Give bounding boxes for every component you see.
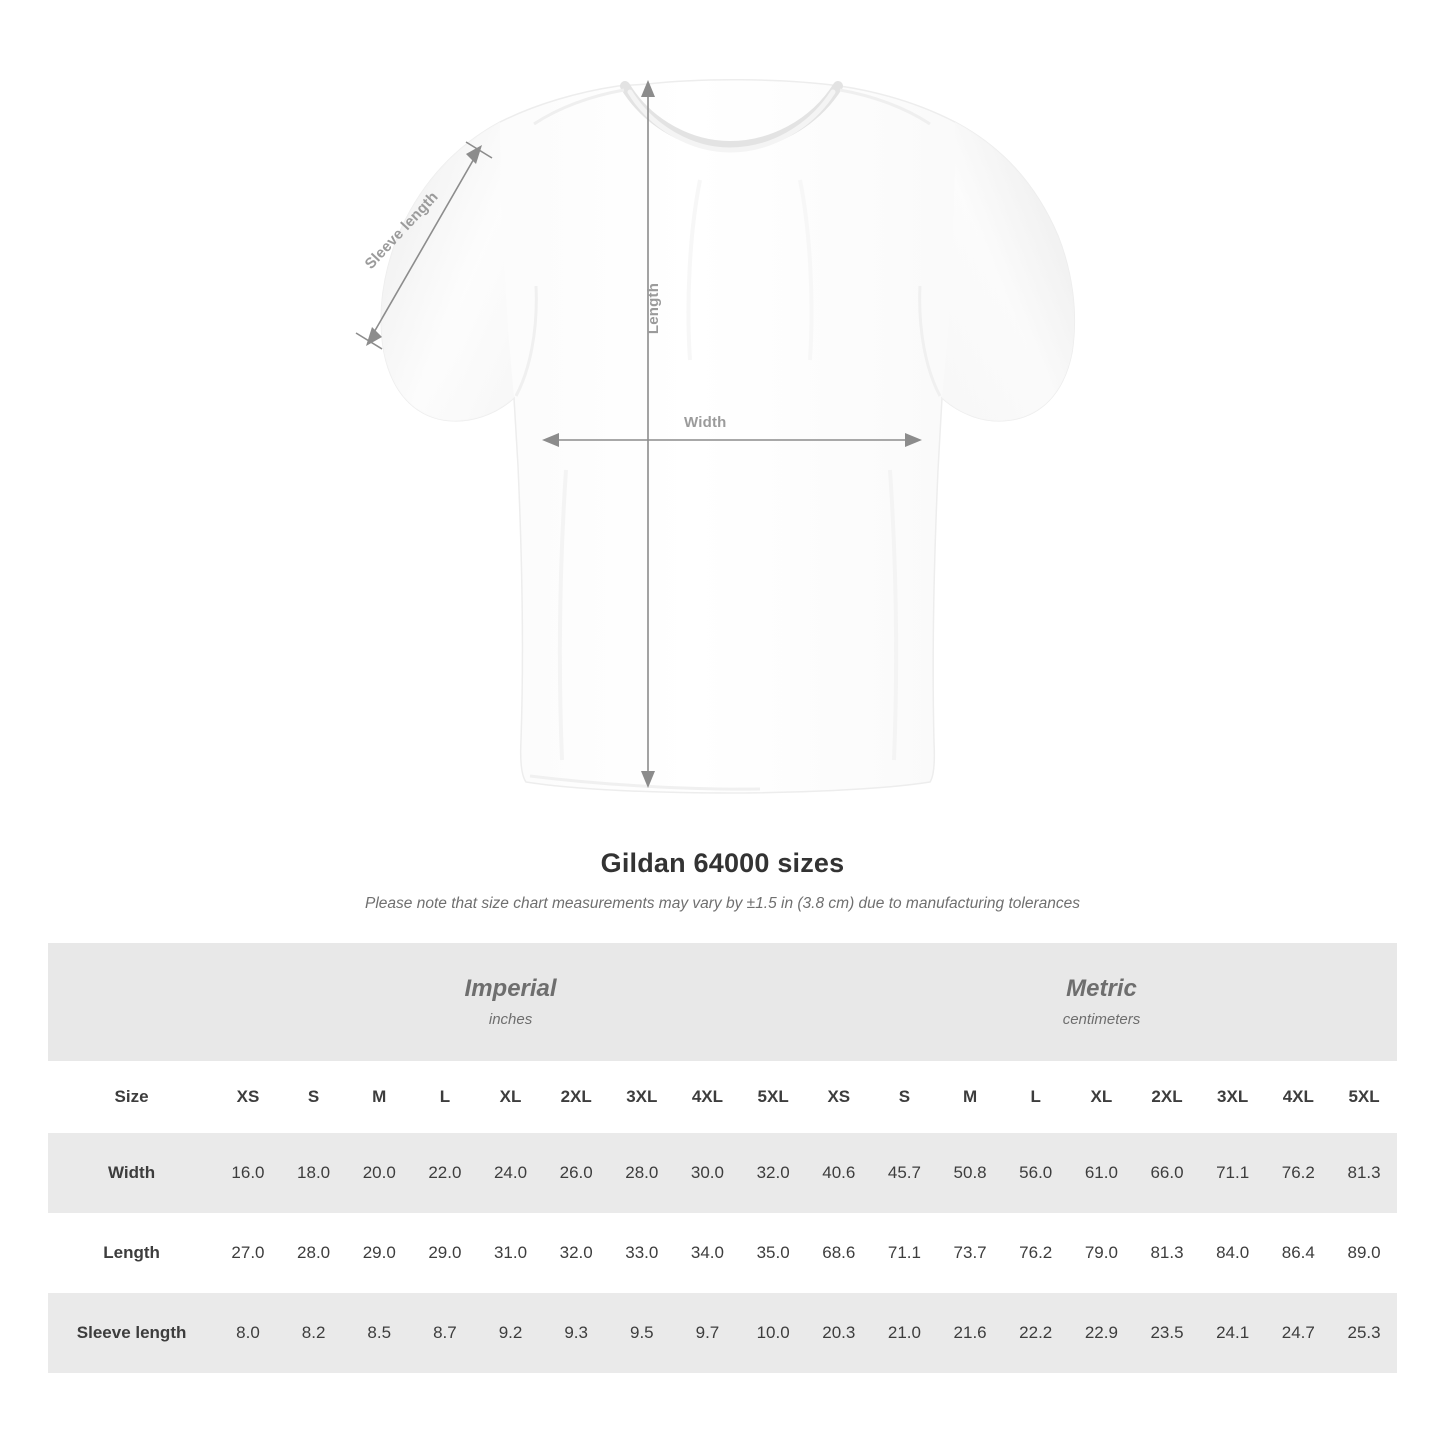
cell-sleeve-8: 10.0 [740, 1293, 806, 1373]
unit-header-row [48, 943, 1397, 1061]
size-col-11: M [937, 1061, 1003, 1133]
size-table-wrapper [48, 943, 1397, 1373]
size-col-12: L [1003, 1061, 1069, 1133]
cell-width-10: 45.7 [872, 1133, 938, 1213]
size-col-0: XS [215, 1061, 281, 1133]
size-col-4: XL [478, 1061, 544, 1133]
unit-group-imperial [215, 943, 806, 1061]
row-header-sleeve-length: Sleeve length [48, 1293, 215, 1373]
size-col-7: 4XL [675, 1061, 741, 1133]
cell-width-14: 66.0 [1134, 1133, 1200, 1213]
cell-sleeve-13: 22.9 [1069, 1293, 1135, 1373]
row-header-width: Width [48, 1133, 215, 1213]
cell-sleeve-15: 24.1 [1200, 1293, 1266, 1373]
cell-sleeve-5: 9.3 [543, 1293, 609, 1373]
size-header-row [48, 1061, 1397, 1133]
cell-length-11: 73.7 [937, 1213, 1003, 1293]
unit-group-metric-name: Metric [1066, 975, 1137, 1003]
cell-width-16: 76.2 [1265, 1133, 1331, 1213]
length-dimension-label: Length [645, 282, 663, 335]
cell-sleeve-0: 8.0 [215, 1293, 281, 1373]
cell-length-3: 29.0 [412, 1213, 478, 1293]
cell-width-9: 40.6 [806, 1133, 872, 1213]
tolerance-note: Please note that size chart measurements may vary by ±1.5 in (3.8 cm) due to manufacturing tolerances [365, 895, 1080, 912]
size-col-16: 4XL [1265, 1061, 1331, 1133]
cell-width-12: 56.0 [1003, 1133, 1069, 1213]
cell-sleeve-16: 24.7 [1265, 1293, 1331, 1373]
size-col-17: 5XL [1331, 1061, 1397, 1133]
cell-sleeve-11: 21.6 [937, 1293, 1003, 1373]
row-header-size: Size [48, 1061, 215, 1133]
cell-sleeve-6: 9.5 [609, 1293, 675, 1373]
cell-width-4: 24.0 [478, 1133, 544, 1213]
size-col-2: M [346, 1061, 412, 1133]
size-col-5: 2XL [543, 1061, 609, 1133]
cell-width-6: 28.0 [609, 1133, 675, 1213]
cell-width-2: 20.0 [346, 1133, 412, 1213]
cell-length-2: 29.0 [346, 1213, 412, 1293]
size-col-8: 5XL [740, 1061, 806, 1133]
unit-group-imperial-name: Imperial [464, 975, 557, 1003]
sleeve-length-dimension-label: Sleeve length [361, 188, 442, 273]
size-col-1: S [281, 1061, 347, 1133]
size-col-9: XS [806, 1061, 872, 1133]
cell-sleeve-3: 8.7 [412, 1293, 478, 1373]
cell-sleeve-9: 20.3 [806, 1293, 872, 1373]
size-col-10: S [872, 1061, 938, 1133]
cell-length-12: 76.2 [1003, 1213, 1069, 1293]
cell-sleeve-2: 8.5 [346, 1293, 412, 1373]
cell-sleeve-4: 9.2 [478, 1293, 544, 1373]
table-corner [48, 943, 215, 1061]
shirt-shape [381, 80, 1074, 793]
table-row [48, 1293, 1397, 1373]
cell-length-8: 35.0 [740, 1213, 806, 1293]
cell-width-5: 26.0 [543, 1133, 609, 1213]
cell-length-0: 27.0 [215, 1213, 281, 1293]
cell-length-16: 86.4 [1265, 1213, 1331, 1293]
cell-sleeve-1: 8.2 [281, 1293, 347, 1373]
cell-width-13: 61.0 [1069, 1133, 1135, 1213]
width-dimension-label: Width [684, 414, 727, 431]
cell-sleeve-12: 22.2 [1003, 1293, 1069, 1373]
size-col-6: 3XL [609, 1061, 675, 1133]
cell-length-4: 31.0 [478, 1213, 544, 1293]
cell-width-1: 18.0 [281, 1133, 347, 1213]
cell-sleeve-10: 21.0 [872, 1293, 938, 1373]
size-col-14: 2XL [1134, 1061, 1200, 1133]
unit-group-metric-sub: centimeters [1062, 1010, 1141, 1028]
cell-width-17: 81.3 [1331, 1133, 1397, 1213]
cell-length-10: 71.1 [872, 1213, 938, 1293]
page-title: Gildan 64000 sizes [600, 848, 845, 878]
size-col-13: XL [1069, 1061, 1135, 1133]
cell-length-14: 81.3 [1134, 1213, 1200, 1293]
cell-width-11: 50.8 [937, 1133, 1003, 1213]
size-col-3: L [412, 1061, 478, 1133]
cell-sleeve-7: 9.7 [675, 1293, 741, 1373]
cell-width-0: 16.0 [215, 1133, 281, 1213]
size-col-15: 3XL [1200, 1061, 1266, 1133]
cell-length-1: 28.0 [281, 1213, 347, 1293]
cell-width-8: 32.0 [740, 1133, 806, 1213]
table-row [48, 1213, 1397, 1293]
cell-length-9: 68.6 [806, 1213, 872, 1293]
cell-length-13: 79.0 [1069, 1213, 1135, 1293]
unit-group-metric [806, 943, 1397, 1061]
cell-sleeve-14: 23.5 [1134, 1293, 1200, 1373]
unit-group-imperial-sub: inches [488, 1010, 533, 1028]
cell-width-15: 71.1 [1200, 1133, 1266, 1213]
cell-length-5: 32.0 [543, 1213, 609, 1293]
cell-length-17: 89.0 [1331, 1213, 1397, 1293]
cell-width-7: 30.0 [675, 1133, 741, 1213]
cell-width-3: 22.0 [412, 1133, 478, 1213]
row-header-length: Length [48, 1213, 215, 1293]
cell-length-15: 84.0 [1200, 1213, 1266, 1293]
table-row [48, 1133, 1397, 1213]
cell-length-6: 33.0 [609, 1213, 675, 1293]
cell-length-7: 34.0 [675, 1213, 741, 1293]
size-table [48, 943, 1397, 1373]
cell-sleeve-17: 25.3 [1331, 1293, 1397, 1373]
